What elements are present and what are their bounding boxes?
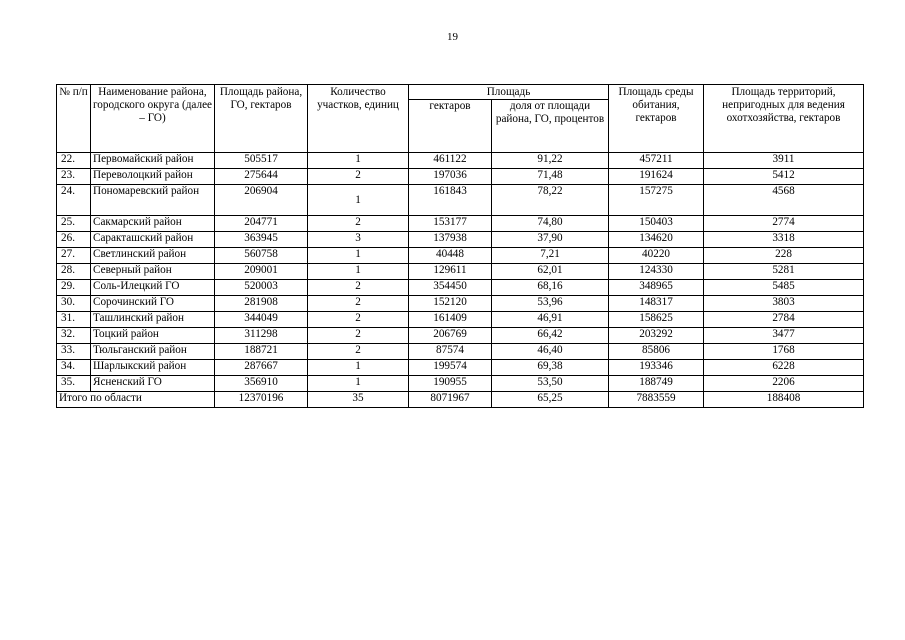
district-name: Светлинский район xyxy=(91,248,215,264)
total-share: 65,25 xyxy=(492,392,609,408)
plot-share: 46,91 xyxy=(492,312,609,328)
plot-count: 2 xyxy=(308,296,409,312)
district-area: 209001 xyxy=(215,264,308,280)
habitat-area: 40220 xyxy=(609,248,704,264)
total-count: 35 xyxy=(308,392,409,408)
district-name: Сакмарский район xyxy=(91,216,215,232)
plot-hectares: 40448 xyxy=(409,248,492,264)
row-number: 32. xyxy=(57,328,91,344)
row-number: 29. xyxy=(57,280,91,296)
plot-share: 46,40 xyxy=(492,344,609,360)
district-area: 206904 xyxy=(215,185,308,216)
district-name: Ташлинский район xyxy=(91,312,215,328)
table-row xyxy=(57,232,864,248)
table-row xyxy=(57,264,864,280)
header-count: Количество участков, единиц xyxy=(308,85,409,153)
plot-hectares: 190955 xyxy=(409,376,492,392)
total-row xyxy=(57,392,864,408)
plot-share: 68,16 xyxy=(492,280,609,296)
district-name: Тюльганский район xyxy=(91,344,215,360)
district-name: Саракташский район xyxy=(91,232,215,248)
table-row xyxy=(57,376,864,392)
district-area: 311298 xyxy=(215,328,308,344)
habitat-area: 124330 xyxy=(609,264,704,280)
plot-hectares: 461122 xyxy=(409,153,492,169)
header-ploshad-group: Площадь xyxy=(409,85,609,100)
plot-share: 62,01 xyxy=(492,264,609,280)
row-number: 24. xyxy=(57,185,91,216)
total-hectares: 8071967 xyxy=(409,392,492,408)
row-number: 25. xyxy=(57,216,91,232)
district-name: Шарлыкский район xyxy=(91,360,215,376)
plot-count: 1 xyxy=(308,264,409,280)
habitat-area: 203292 xyxy=(609,328,704,344)
plot-count: 2 xyxy=(308,312,409,328)
plot-hectares: 199574 xyxy=(409,360,492,376)
plot-share: 91,22 xyxy=(492,153,609,169)
plot-share: 7,21 xyxy=(492,248,609,264)
row-number: 33. xyxy=(57,344,91,360)
habitat-area: 348965 xyxy=(609,280,704,296)
plot-hectares: 354450 xyxy=(409,280,492,296)
header-name: Наименование района, городского округа (далее – ГО) xyxy=(91,85,215,153)
plot-hectares: 161843 xyxy=(409,185,492,216)
header-no: № п/п xyxy=(57,85,91,153)
habitat-area: 457211 xyxy=(609,153,704,169)
district-name: Первомайский район xyxy=(91,153,215,169)
table-row xyxy=(57,328,864,344)
plot-count: 2 xyxy=(308,216,409,232)
plot-share: 69,38 xyxy=(492,360,609,376)
plot-count: 3 xyxy=(308,232,409,248)
header-area: Площадь района, ГО, гектаров xyxy=(215,85,308,153)
header-share: доля от площади района, ГО, процентов xyxy=(492,100,609,153)
district-area: 275644 xyxy=(215,169,308,185)
plot-count: 1 xyxy=(308,360,409,376)
row-number: 26. xyxy=(57,232,91,248)
district-area: 344049 xyxy=(215,312,308,328)
plot-hectares: 161409 xyxy=(409,312,492,328)
unsuitable-area: 2784 xyxy=(704,312,864,328)
district-area: 281908 xyxy=(215,296,308,312)
table-row xyxy=(57,169,864,185)
table-row xyxy=(57,280,864,296)
district-name: Тоцкий район xyxy=(91,328,215,344)
district-area: 363945 xyxy=(215,232,308,248)
row-number: 27. xyxy=(57,248,91,264)
habitat-area: 193346 xyxy=(609,360,704,376)
row-number: 31. xyxy=(57,312,91,328)
unsuitable-area: 6228 xyxy=(704,360,864,376)
plot-count: 2 xyxy=(308,328,409,344)
district-name: Северный район xyxy=(91,264,215,280)
plot-hectares: 137938 xyxy=(409,232,492,248)
header-unsuitable: Площадь территорий, непригодных для ведения охотхозяйства, гектаров xyxy=(704,85,864,153)
plot-hectares: 153177 xyxy=(409,216,492,232)
plot-share: 71,48 xyxy=(492,169,609,185)
plot-share: 37,90 xyxy=(492,232,609,248)
plot-share: 74,80 xyxy=(492,216,609,232)
plot-hectares: 129611 xyxy=(409,264,492,280)
table-row xyxy=(57,248,864,264)
unsuitable-area: 1768 xyxy=(704,344,864,360)
unsuitable-area: 5485 xyxy=(704,280,864,296)
plot-share: 53,96 xyxy=(492,296,609,312)
district-area: 287667 xyxy=(215,360,308,376)
hunting-areas-table xyxy=(56,84,864,408)
table-row xyxy=(57,216,864,232)
plot-count: 1 xyxy=(308,185,409,216)
unsuitable-area: 3477 xyxy=(704,328,864,344)
district-name: Переволоцкий район xyxy=(91,169,215,185)
plot-count: 2 xyxy=(308,169,409,185)
row-number: 23. xyxy=(57,169,91,185)
page-number: 19 xyxy=(447,31,458,43)
plot-hectares: 87574 xyxy=(409,344,492,360)
plot-count: 1 xyxy=(308,376,409,392)
plot-hectares: 197036 xyxy=(409,169,492,185)
plot-share: 53,50 xyxy=(492,376,609,392)
plot-count: 2 xyxy=(308,344,409,360)
plot-hectares: 152120 xyxy=(409,296,492,312)
table-row xyxy=(57,185,864,216)
row-number: 22. xyxy=(57,153,91,169)
total-area: 12370196 xyxy=(215,392,308,408)
district-area: 505517 xyxy=(215,153,308,169)
table-row xyxy=(57,344,864,360)
plot-share: 78,22 xyxy=(492,185,609,216)
unsuitable-area: 2206 xyxy=(704,376,864,392)
unsuitable-area: 3803 xyxy=(704,296,864,312)
header-hectares: гектаров xyxy=(409,100,492,153)
total-label: Итого по области xyxy=(57,392,215,408)
table-row xyxy=(57,296,864,312)
total-habitat: 7883559 xyxy=(609,392,704,408)
row-number: 34. xyxy=(57,360,91,376)
plot-count: 2 xyxy=(308,280,409,296)
table-row xyxy=(57,360,864,376)
table-row xyxy=(57,312,864,328)
unsuitable-area: 5281 xyxy=(704,264,864,280)
habitat-area: 148317 xyxy=(609,296,704,312)
unsuitable-area: 5412 xyxy=(704,169,864,185)
row-number: 28. xyxy=(57,264,91,280)
habitat-area: 188749 xyxy=(609,376,704,392)
plot-hectares: 206769 xyxy=(409,328,492,344)
unsuitable-area: 2774 xyxy=(704,216,864,232)
unsuitable-area: 228 xyxy=(704,248,864,264)
habitat-area: 134620 xyxy=(609,232,704,248)
district-area: 520003 xyxy=(215,280,308,296)
row-number: 30. xyxy=(57,296,91,312)
unsuitable-area: 4568 xyxy=(704,185,864,216)
habitat-area: 150403 xyxy=(609,216,704,232)
unsuitable-area: 3911 xyxy=(704,153,864,169)
habitat-area: 157275 xyxy=(609,185,704,216)
district-name: Соль-Илецкий ГО xyxy=(91,280,215,296)
district-area: 560758 xyxy=(215,248,308,264)
row-number: 35. xyxy=(57,376,91,392)
district-area: 188721 xyxy=(215,344,308,360)
plot-count: 1 xyxy=(308,248,409,264)
total-unsuitable: 188408 xyxy=(704,392,864,408)
district-name: Сорочинский ГО xyxy=(91,296,215,312)
district-name: Ясненский ГО xyxy=(91,376,215,392)
district-name: Пономаревский район xyxy=(91,185,215,216)
habitat-area: 158625 xyxy=(609,312,704,328)
habitat-area: 85806 xyxy=(609,344,704,360)
plot-count: 1 xyxy=(308,153,409,169)
header-habitat: Площадь среды обитания, гектаров xyxy=(609,85,704,153)
district-area: 204771 xyxy=(215,216,308,232)
district-area: 356910 xyxy=(215,376,308,392)
plot-share: 66,42 xyxy=(492,328,609,344)
unsuitable-area: 3318 xyxy=(704,232,864,248)
habitat-area: 191624 xyxy=(609,169,704,185)
table-row xyxy=(57,153,864,169)
